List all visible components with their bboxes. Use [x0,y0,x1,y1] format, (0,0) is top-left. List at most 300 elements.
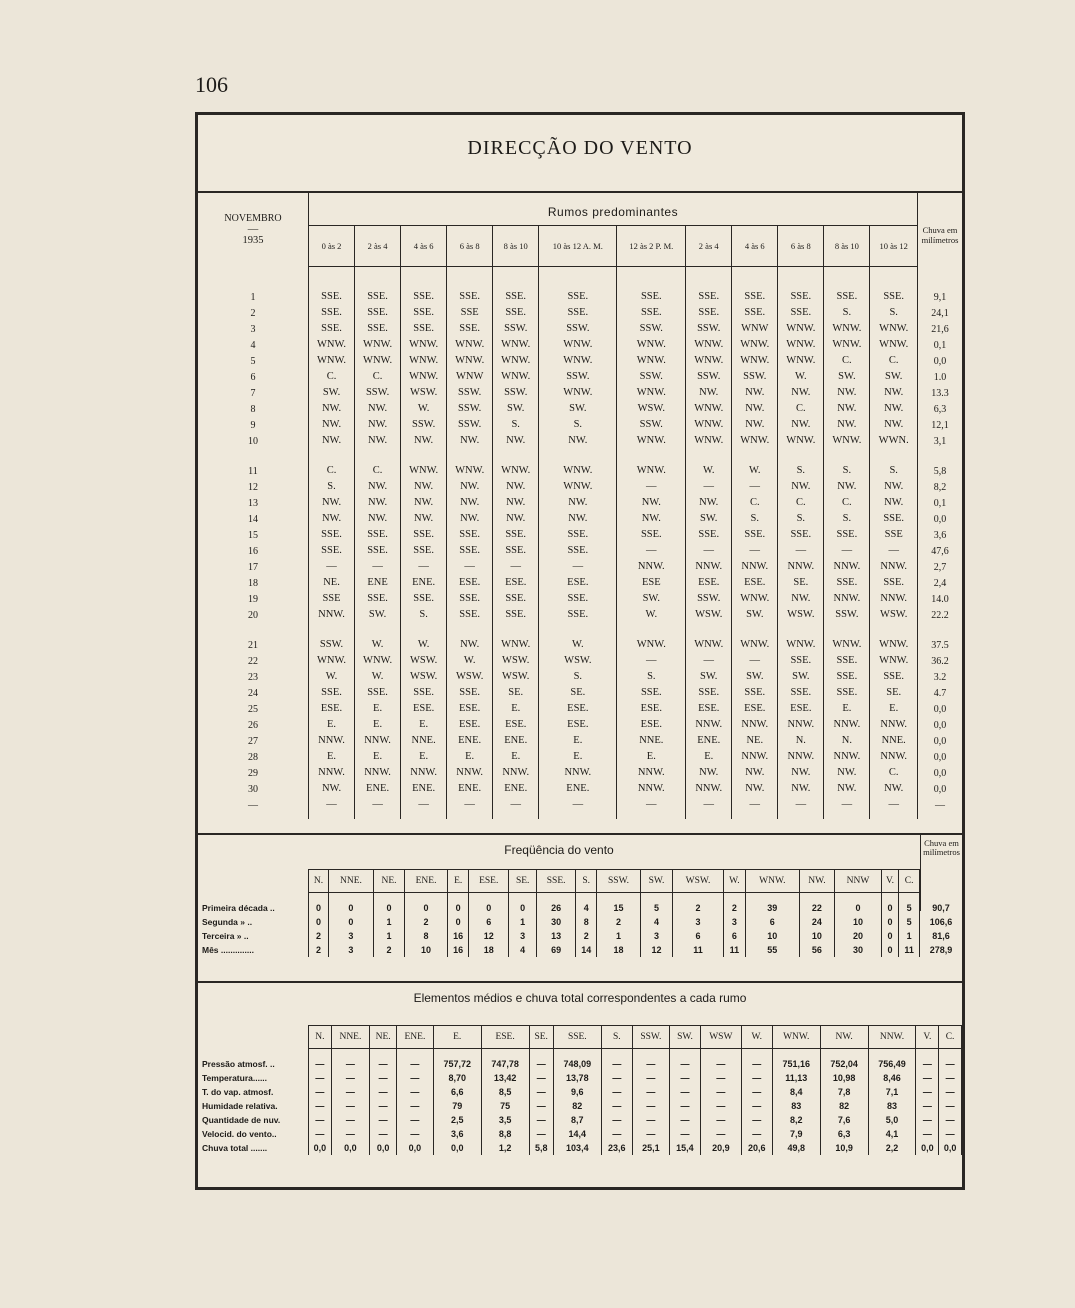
value-cell: 1 [899,929,920,943]
value-cell: — [309,1113,332,1127]
rain-cell: 24,1 [918,305,963,321]
value-cell: — [370,1057,397,1071]
value-cell: 69 [537,943,576,957]
direction-cell: SSE. [401,685,447,701]
month-dash: — [247,224,259,236]
direction-cell: WNW. [355,337,401,353]
direction-cell: NNE. [617,733,686,749]
direction-cell: ESE. [778,701,824,717]
value-cell: — [939,1085,962,1099]
rain-cell: 47,6 [918,543,963,559]
direction-cell: SSW. [617,369,686,385]
value-cell: — [916,1057,939,1071]
value-cell: 6,3 [820,1127,868,1141]
value-cell: 3 [640,929,673,943]
rain-cell: 90,7 [920,901,963,915]
direction-cell: — [493,559,539,575]
elements-title: Elementos médios e chuva total correspondentes a cada rumo [413,991,747,1005]
direction-cell: NW. [309,433,355,449]
direction-cell: SW. [686,669,732,685]
value-cell: 10 [746,929,799,943]
value-cell: — [916,1113,939,1127]
value-cell: 75 [481,1099,529,1113]
direction-cell: WNW. [732,337,778,353]
direction-cell: E. [309,717,355,733]
direction-cell: WNW. [539,337,617,353]
direction-cell: NW. [309,417,355,433]
direction-cell: NW. [824,765,870,781]
value-cell: 2 [597,915,640,929]
table-row [198,1127,962,1141]
direction-cell: NNW. [447,765,493,781]
value-cell: 15 [597,901,640,915]
value-cell: 4 [575,901,597,915]
column-header: ESE. [481,1026,529,1049]
table-row [198,929,962,943]
rain-cell: 5,8 [918,463,963,479]
direction-cell: C. [824,353,870,369]
direction-cell: NW. [493,495,539,511]
value-cell: 0 [509,901,537,915]
direction-cell: SSE. [355,305,401,321]
value-cell: 2 [723,901,745,915]
column-header: NE. [370,1026,397,1049]
rain-cell: 8,2 [918,479,963,495]
table-row [198,1141,962,1155]
column-header: 0 às 2 [309,226,355,267]
day-label: 26 [248,719,258,731]
direction-cell: WNW. [778,321,824,337]
direction-cell: NNW. [309,733,355,749]
direction-cell: SW. [617,591,686,607]
row-label: Temperatura...... [202,1073,268,1083]
value-cell: — [529,1085,553,1099]
value-cell: — [397,1085,434,1099]
table-row [198,669,962,685]
direction-cell: SSE [309,591,355,607]
direction-cell: C. [870,353,918,369]
value-cell: 12 [469,929,509,943]
direction-cell: W. [447,653,493,669]
rain-cell: 0,1 [918,337,963,353]
column-header: S. [575,870,597,893]
value-cell: — [601,1057,632,1071]
table-row [198,1071,962,1085]
direction-cell: WNW. [447,353,493,369]
row-label: Terceira » .. [202,931,249,941]
direction-cell: WNW. [732,591,778,607]
direction-cell: E. [870,701,918,717]
rain-cell: 1.0 [918,369,963,385]
direction-cell: SSE. [824,685,870,701]
direction-cell: SSE. [447,591,493,607]
direction-cell: SSE. [617,527,686,543]
direction-cell: — [778,543,824,559]
value-cell: 0,0 [916,1141,939,1155]
row-label-header [198,870,309,893]
direction-cell: — [309,559,355,575]
column-header: SSE. [553,1026,601,1049]
day-label: 24 [248,687,258,699]
value-cell: — [669,1127,700,1141]
value-cell: 7,1 [868,1085,916,1099]
rain-column-header [920,870,963,893]
table-row [198,765,962,781]
value-cell: 0,0 [939,1141,962,1155]
direction-cell: NW. [732,765,778,781]
day-label: 13 [248,497,258,509]
direction-cell: SSW. [355,385,401,401]
table-row [198,1113,962,1127]
direction-cell: — [617,653,686,669]
direction-cell: C. [355,463,401,479]
direction-cell: SSE. [493,305,539,321]
value-cell: — [632,1127,669,1141]
direction-cell: NW. [309,495,355,511]
value-cell: — [632,1113,669,1127]
value-cell: 30 [537,915,576,929]
direction-cell: ESE. [309,701,355,717]
value-cell: 0,0 [397,1141,434,1155]
direction-cell: SSW. [401,417,447,433]
value-cell: 0 [405,901,448,915]
direction-cell: SSE. [309,289,355,305]
value-cell: — [939,1113,962,1127]
value-cell: 3,5 [481,1113,529,1127]
value-cell: 6,6 [433,1085,481,1099]
direction-cell: W. [617,607,686,623]
column-header: V. [881,870,899,893]
direction-cell: ESE. [617,701,686,717]
value-cell: — [741,1099,772,1113]
direction-cell: SSE. [686,305,732,321]
frequency-table [198,869,962,957]
direction-cell: WSW. [401,385,447,401]
value-cell: 10 [835,915,881,929]
value-cell: 0 [469,901,509,915]
value-cell: 18 [597,943,640,957]
direction-cell: WNW. [870,637,918,653]
direction-cell: WNW. [617,353,686,369]
value-cell: — [370,1099,397,1113]
direction-cell: SSE. [617,685,686,701]
direction-cell: ESE. [447,717,493,733]
rain-cell: 12,1 [918,417,963,433]
column-header: 8 às 10 [493,226,539,267]
value-cell: 0 [373,901,404,915]
direction-cell: NW. [824,385,870,401]
day-label: 17 [248,561,258,573]
direction-cell: NW. [870,401,918,417]
value-cell: 14 [575,943,597,957]
direction-cell: SSE. [309,321,355,337]
direction-cell: S. [401,607,447,623]
direction-cell: ESE. [493,717,539,733]
table-row [198,527,962,543]
direction-cell: S. [870,305,918,321]
direction-cell: NW. [309,781,355,797]
column-header: 12 às 2 P. M. [617,226,686,267]
direction-cell: — [732,543,778,559]
column-header: N. [309,1026,332,1049]
value-cell: — [601,1113,632,1127]
day-label: 30 [248,783,258,795]
value-cell: 7,8 [820,1085,868,1099]
direction-cell: NW. [539,495,617,511]
direction-cell: NW. [732,781,778,797]
direction-cell: NW. [355,433,401,449]
direction-cell: WNW. [447,337,493,353]
direction-cell: ESE. [617,717,686,733]
direction-cell: NNW. [732,749,778,765]
table-row [198,717,962,733]
value-cell: 15,4 [669,1141,700,1155]
direction-cell: SSE. [870,511,918,527]
direction-cell: W. [309,669,355,685]
table-row [198,559,962,575]
value-cell: — [916,1085,939,1099]
direction-cell: WNW. [539,353,617,369]
day-label: 12 [248,481,258,493]
direction-cell: ESE. [732,575,778,591]
direction-cell: WNW. [493,337,539,353]
direction-cell: WNW. [617,433,686,449]
direction-cell: WNW. [686,353,732,369]
direction-cell: SSE. [732,289,778,305]
direction-cell: SSE. [447,289,493,305]
rain-cell: 22.2 [918,607,963,623]
direction-cell: NW. [778,781,824,797]
direction-cell: WNW. [870,321,918,337]
direction-cell: SSW. [539,321,617,337]
day-label: 7 [250,387,256,399]
column-header: C. [899,870,920,893]
value-cell: — [397,1113,434,1127]
direction-cell: ESE. [539,575,617,591]
value-cell: — [529,1057,553,1071]
column-header: SSW. [597,870,640,893]
direction-cell: NW. [355,495,401,511]
value-cell: — [331,1057,369,1071]
direction-cell: S. [539,669,617,685]
direction-cell: WNW. [686,433,732,449]
direction-cell: E. [447,749,493,765]
value-cell: 26 [537,901,576,915]
value-cell: 13,42 [481,1071,529,1085]
column-header: 2 às 4 [686,226,732,267]
column-header: SE. [529,1026,553,1049]
direction-cell: WNW [447,369,493,385]
day-label: 11 [248,465,258,477]
direction-cell: SSW. [309,637,355,653]
value-cell: 11 [673,943,723,957]
direction-cell: — [617,479,686,495]
rain-cell: 3,6 [918,527,963,543]
direction-cell: SSE. [778,305,824,321]
value-cell: 3 [673,915,723,929]
value-cell: — [701,1085,742,1099]
direction-cell: SSE. [493,591,539,607]
direction-cell: WNW. [778,637,824,653]
empty-cell [962,1113,963,1127]
value-cell: — [601,1071,632,1085]
direction-cell: NNW. [617,559,686,575]
value-cell: 79 [433,1099,481,1113]
table-row [198,943,962,957]
value-cell: 4,1 [868,1127,916,1141]
value-cell: 1 [509,915,537,929]
direction-cell: WWN. [870,433,918,449]
value-cell: — [916,1071,939,1085]
value-cell: 8,2 [772,1113,820,1127]
value-cell: 56 [799,943,835,957]
value-cell: — [669,1057,700,1071]
value-cell: — [601,1127,632,1141]
value-cell: 1 [373,929,404,943]
direction-cell: — [539,559,617,575]
value-cell: 5 [899,901,920,915]
direction-cell: NW. [824,479,870,495]
value-cell: 757,72 [433,1057,481,1071]
value-cell: — [701,1113,742,1127]
day-label: 25 [248,703,258,715]
day-label: 19 [248,593,258,605]
direction-cell: NE. [309,575,355,591]
direction-cell: WNW. [401,337,447,353]
direction-cell: NW. [401,495,447,511]
direction-cell: WNW. [493,463,539,479]
value-cell: — [741,1071,772,1085]
value-cell: 2 [309,929,329,943]
direction-cell: NW. [401,479,447,495]
direction-cell: C. [870,765,918,781]
column-header: NNW [835,870,881,893]
direction-cell: SW. [732,669,778,685]
direction-cell: SSE. [355,321,401,337]
direction-cell: SSE [870,527,918,543]
direction-cell: — [493,797,539,813]
column-header: WNW. [772,1026,820,1049]
value-cell: — [701,1071,742,1085]
direction-cell: WNW. [778,353,824,369]
direction-cell: SW. [732,607,778,623]
value-cell: 2 [373,943,404,957]
direction-cell: SSW. [686,321,732,337]
value-cell: — [331,1127,369,1141]
value-cell: 8,4 [772,1085,820,1099]
column-header: C. [939,1026,962,1049]
direction-cell: NW. [309,401,355,417]
direction-cell: — [617,543,686,559]
value-cell: 4 [640,915,673,929]
elements-table [198,1025,962,1155]
direction-cell: NW. [824,781,870,797]
row-label: Velocid. do vento.. [202,1129,277,1139]
table-row [198,575,962,591]
value-cell: — [939,1099,962,1113]
day-label: 9 [250,419,256,431]
value-cell: 55 [746,943,799,957]
column-header: SSW. [632,1026,669,1049]
rain-cell: 0,0 [918,701,963,717]
direction-cell: SSE. [870,575,918,591]
value-cell: — [632,1057,669,1071]
value-cell: 13 [537,929,576,943]
direction-cell: E. [539,749,617,765]
direction-cell: WNW. [824,433,870,449]
value-cell: — [741,1127,772,1141]
direction-cell: C. [824,495,870,511]
direction-cell: SW. [870,369,918,385]
direction-cell: SSW. [824,607,870,623]
direction-cell: SSE. [824,527,870,543]
direction-cell: — [686,797,732,813]
table-row [198,653,962,669]
value-cell: 0 [329,915,374,929]
direction-cell: NW. [732,385,778,401]
column-header: ENE. [397,1026,434,1049]
direction-cell: WNW. [355,353,401,369]
direction-cell: NW. [617,511,686,527]
direction-cell: W. [355,669,401,685]
direction-cell: WNW. [539,463,617,479]
direction-cell: E. [824,701,870,717]
predominant-directions-table [198,193,962,819]
direction-cell: SSE. [401,305,447,321]
value-cell: 8,7 [553,1113,601,1127]
column-header: 10 às 12 A. M. [539,226,617,267]
direction-cell: SSE. [870,669,918,685]
direction-cell: NW. [447,511,493,527]
direction-cell: S. [870,463,918,479]
direction-cell: NW. [539,433,617,449]
row-label: Segunda » .. [202,917,253,927]
direction-cell: E. [309,749,355,765]
direction-cell: WNW. [686,401,732,417]
table-row [198,733,962,749]
direction-cell: SSE. [539,305,617,321]
direction-cell: NW. [778,417,824,433]
direction-cell: SSW. [539,369,617,385]
table-row [198,915,962,929]
direction-cell: WNW. [824,321,870,337]
value-cell: — [529,1113,553,1127]
column-header: W. [723,870,745,893]
value-cell: — [916,1127,939,1141]
direction-cell: ESE. [539,701,617,717]
direction-cell: NNW. [732,559,778,575]
direction-cell: WNW. [401,463,447,479]
table-row [198,305,962,321]
direction-cell: E. [539,733,617,749]
rain-cell: 37.5 [918,637,963,653]
direction-cell: SSE. [447,321,493,337]
direction-cell: SSE. [686,527,732,543]
direction-cell: ESE. [447,701,493,717]
direction-cell: SSE. [824,653,870,669]
row-label: Primeira década .. [202,903,275,913]
direction-cell: SW. [686,511,732,527]
direction-cell: NNW. [617,765,686,781]
direction-cell: NNW. [493,765,539,781]
value-cell: 2 [575,929,597,943]
direction-cell: WNW. [870,337,918,353]
value-cell: 103,4 [553,1141,601,1155]
direction-cell: SSE. [309,527,355,543]
value-cell: 10 [799,929,835,943]
value-cell: 8,70 [433,1071,481,1085]
rain-cell: — [918,797,963,813]
